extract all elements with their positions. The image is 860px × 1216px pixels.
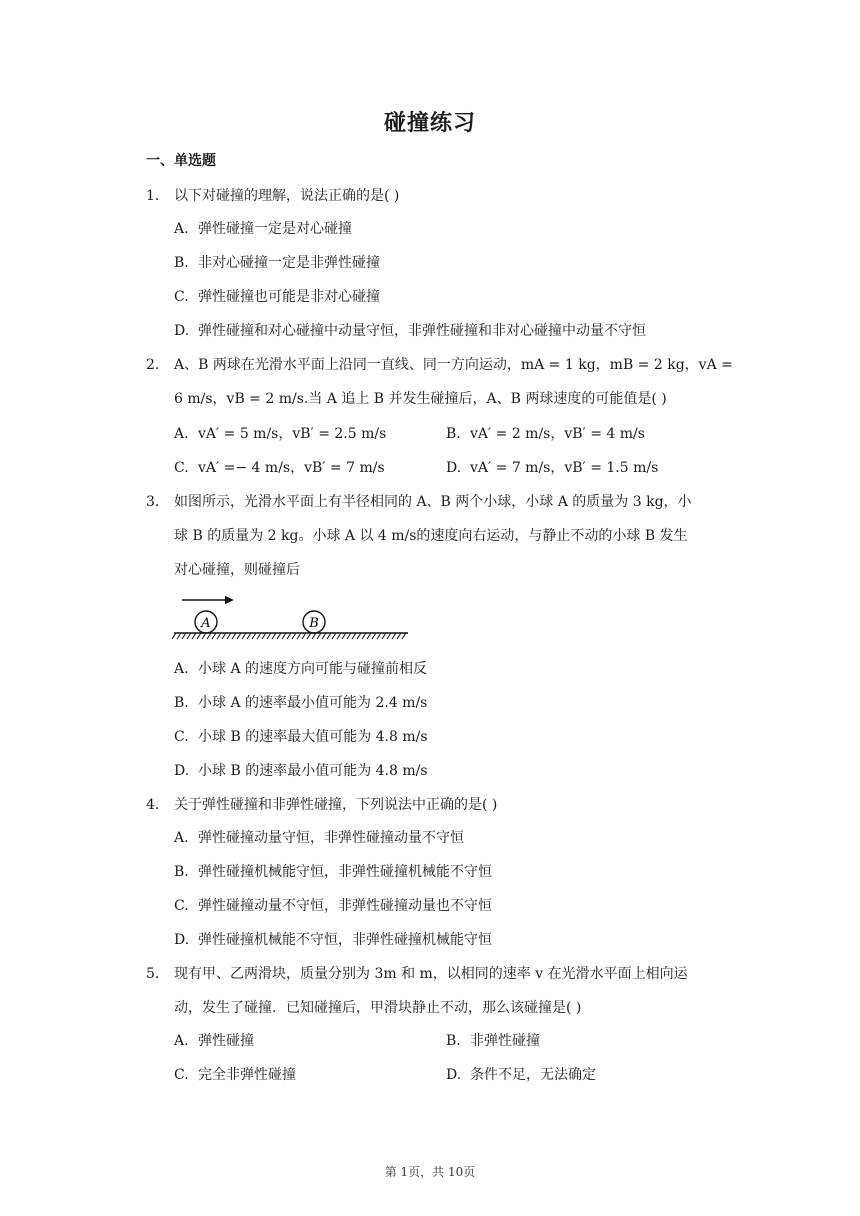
option-text: 条件不足，无法确定 — [470, 1067, 596, 1083]
question-text: 动，发生了碰撞．已知碰撞后，甲滑块静止不动，那么该碰撞是( ) — [174, 1000, 582, 1016]
option-text: 小球 B 的速率最大值可能为 4.8 m/s — [198, 729, 428, 745]
option-letter: B. — [174, 255, 189, 271]
ground-hatch-mark — [197, 633, 201, 639]
option-text: vA′ = 2 m/s，vB′ = 4 m/s — [470, 426, 645, 442]
option-text: 非弹性碰撞 — [470, 1033, 540, 1049]
ground-hatch-mark — [307, 633, 311, 639]
option-b — [174, 253, 380, 273]
option-letter: A. — [174, 1033, 189, 1049]
option-a — [174, 219, 352, 239]
option-letter: D. — [446, 1067, 462, 1083]
option-d — [174, 930, 492, 950]
option-c — [174, 727, 428, 747]
option-b — [174, 862, 492, 882]
option-d — [446, 458, 658, 478]
ground-hatch-mark — [322, 633, 326, 639]
ground-hatch-mark — [382, 633, 386, 639]
ball-b-label: B — [309, 616, 319, 631]
option-text: vA′ =− 4 m/s，vB′ = 7 m/s — [198, 460, 385, 476]
ground-hatch-mark — [182, 633, 186, 639]
ball-b — [303, 611, 325, 633]
ground-hatch-mark — [247, 633, 251, 639]
ground-hatch-mark — [362, 633, 366, 639]
ball-a-label: A — [201, 616, 211, 631]
ground-hatch-mark — [402, 633, 406, 639]
ground-hatch-mark — [192, 633, 196, 639]
ground-hatch-mark — [347, 633, 351, 639]
question-number: 3. — [146, 494, 160, 510]
option-text: 完全非弹性碰撞 — [198, 1067, 296, 1083]
ground-hatch-mark — [262, 633, 266, 639]
question-number: 4. — [146, 797, 160, 813]
option-letter: C. — [174, 729, 189, 745]
ground-hatch-mark — [187, 633, 191, 639]
ground-hatch-mark — [277, 633, 281, 639]
option-text: 小球 A 的速度方向可能与碰撞前相反 — [198, 661, 428, 677]
option-letter: C. — [174, 289, 189, 305]
option-letter: A. — [174, 661, 189, 677]
question-text: 6 m/s，vB = 2 m/s.当 A 追上 B 并发生碰撞后，A、B 两球速度的可能值是( ) — [174, 391, 667, 407]
option-c — [174, 458, 385, 478]
ground-hatch-mark — [367, 633, 371, 639]
question-text: 如图所示，光滑水平面上有半径相同的 A、B 两个小球，小球 A 的质量为 3 kg，小 — [174, 494, 692, 510]
ground-hatch-mark — [217, 633, 221, 639]
question-text: A、B 两球在光滑水平面上沿同一直线、同一方向运动，mA = 1 kg，mB = 2 kg，vA = — [174, 357, 733, 373]
question-text: 球 B 的质量为 2 kg。小球 A 以 4 m/s的速度向右运动，与静止不动的小球 B 发生 — [174, 528, 688, 544]
ground-hatch-mark — [397, 633, 401, 639]
option-letter: A. — [174, 221, 189, 237]
question-number: 5. — [146, 966, 160, 982]
ground-hatch-mark — [357, 633, 361, 639]
option-text: 弹性碰撞机械能守恒，非弹性碰撞机械能不守恒 — [198, 864, 492, 880]
ground-hatch-mark — [337, 633, 341, 639]
ground-hatch-mark — [342, 633, 346, 639]
ground-hatch-mark — [212, 633, 216, 639]
page-footer: 第 1页，共 10页 — [384, 1165, 476, 1179]
option-letter: D. — [174, 763, 190, 779]
question-text: 现有甲、乙两滑块，质量分别为 3m 和 m，以相同的速率 v 在光滑水平面上相向运 — [174, 966, 688, 982]
option-letter: B. — [174, 695, 189, 711]
ground-hatch-mark — [332, 633, 336, 639]
option-letter: C. — [174, 460, 189, 476]
option-c — [174, 896, 492, 916]
ground-hatch-mark — [177, 633, 181, 639]
option-letter: B. — [446, 1033, 461, 1049]
ground-hatch-mark — [392, 633, 396, 639]
option-letter: B. — [174, 864, 189, 880]
option-text: 弹性碰撞机械能不守恒，非弹性碰撞机械能守恒 — [198, 932, 492, 948]
ground-hatch-mark — [292, 633, 296, 639]
ground-hatch-mark — [242, 633, 246, 639]
question-text: 关于弹性碰撞和非弹性碰撞，下列说法中正确的是( ) — [174, 797, 498, 813]
option-text: 小球 A 的速率最小值可能为 2.4 m/s — [198, 695, 428, 711]
ground-hatch-mark — [172, 633, 176, 639]
ground-hatch-mark — [272, 633, 276, 639]
question-text: 以下对碰撞的理解，说法正确的是( ) — [174, 188, 400, 204]
ground-hatch-mark — [317, 633, 321, 639]
ground-hatch-mark — [252, 633, 256, 639]
option-d — [174, 761, 428, 781]
ground-hatch-mark — [312, 633, 316, 639]
question-number: 1. — [146, 188, 160, 204]
option-text: vA′ = 7 m/s，vB′ = 1.5 m/s — [470, 460, 659, 476]
option-c — [174, 1065, 296, 1085]
question-text: 对心碰撞，则碰撞后 — [174, 562, 300, 578]
ground-hatch-mark — [327, 633, 331, 639]
option-text: 弹性碰撞也可能是非对心碰撞 — [198, 289, 380, 305]
ground-hatch-mark — [387, 633, 391, 639]
option-b — [174, 693, 427, 713]
option-letter: B. — [446, 426, 461, 442]
ground-hatch-mark — [372, 633, 376, 639]
option-a — [174, 659, 427, 679]
ground-hatch-mark — [302, 633, 306, 639]
ground-hatch-mark — [237, 633, 241, 639]
option-text: 弹性碰撞动量守恒，非弹性碰撞动量不守恒 — [198, 830, 464, 846]
option-b — [446, 424, 645, 444]
ground-hatch-mark — [202, 633, 206, 639]
ground-hatch-mark — [377, 633, 381, 639]
option-text: vA′ = 5 m/s，vB′ = 2.5 m/s — [198, 426, 387, 442]
ground-hatch-mark — [282, 633, 286, 639]
option-letter: C. — [174, 1067, 189, 1083]
option-letter: A. — [174, 830, 189, 846]
option-text: 弹性碰撞和对心碰撞中动量守恒，非弹性碰撞和非对心碰撞中动量不守恒 — [198, 323, 646, 339]
option-letter: D. — [446, 460, 462, 476]
option-d — [446, 1065, 596, 1085]
option-d — [174, 321, 646, 341]
option-letter: C. — [174, 898, 189, 914]
ground-hatch-mark — [287, 633, 291, 639]
ground-hatch-mark — [297, 633, 301, 639]
ground-hatch-mark — [207, 633, 211, 639]
ground-hatch-mark — [232, 633, 236, 639]
option-text: 弹性碰撞一定是对心碰撞 — [198, 221, 352, 237]
option-letter: D. — [174, 323, 190, 339]
ground-hatch-mark — [227, 633, 231, 639]
velocity-arrow-icon — [182, 596, 234, 604]
option-b — [446, 1031, 540, 1051]
option-text: 非对心碰撞一定是非弹性碰撞 — [198, 255, 380, 271]
ground-surface — [172, 633, 408, 639]
ground-hatch-mark — [267, 633, 271, 639]
collision-figure — [172, 592, 412, 644]
option-c — [174, 287, 380, 307]
page-title: 碰撞练习 — [383, 111, 476, 136]
option-text: 弹性碰撞动量不守恒，非弹性碰撞动量也不守恒 — [198, 898, 492, 914]
option-a — [174, 424, 386, 444]
option-a — [174, 828, 464, 848]
option-text: 弹性碰撞 — [198, 1033, 254, 1049]
ground-hatch-mark — [222, 633, 226, 639]
section-heading: 一、单选题 — [146, 153, 216, 169]
option-letter: D. — [174, 932, 190, 948]
question-number: 2. — [146, 357, 160, 373]
ground-hatch-mark — [352, 633, 356, 639]
option-letter: A. — [174, 426, 189, 442]
ground-hatch-mark — [257, 633, 261, 639]
option-text: 小球 B 的速率最小值可能为 4.8 m/s — [198, 763, 428, 779]
ball-a — [195, 611, 217, 633]
option-a — [174, 1031, 254, 1051]
